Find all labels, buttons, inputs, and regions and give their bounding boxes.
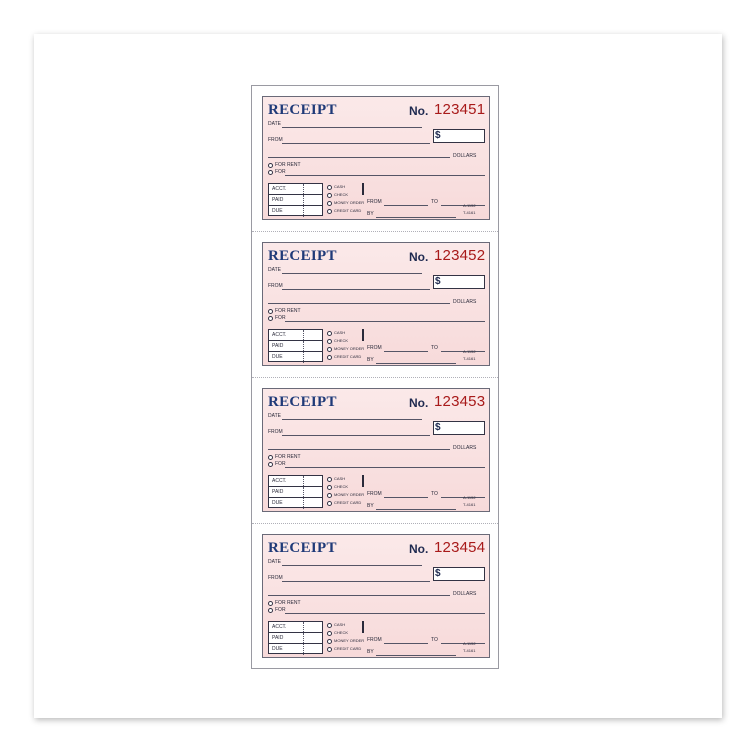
from-label: FROM bbox=[268, 429, 283, 435]
check-radio bbox=[327, 485, 332, 490]
receipt-number-label: No. bbox=[409, 104, 429, 118]
money-order-radio bbox=[327, 347, 332, 352]
receipt-book-sheet bbox=[251, 85, 499, 669]
account-row-due bbox=[269, 352, 322, 363]
dollar-sign: $ bbox=[435, 422, 441, 433]
account-row-label: ACCT. bbox=[272, 478, 287, 484]
payment-method-money-order: MONEY ORDER bbox=[334, 492, 365, 497]
perforation-line bbox=[252, 231, 498, 232]
for-radio bbox=[268, 462, 273, 467]
divider-bar bbox=[362, 621, 364, 633]
form-code: T-4161 bbox=[463, 356, 476, 361]
payment-method-cash: CASH bbox=[334, 330, 346, 335]
account-row-label: PAID bbox=[272, 635, 284, 641]
from-label: FROM bbox=[268, 575, 283, 581]
date-label: DATE bbox=[268, 413, 281, 419]
account-row-acct bbox=[269, 330, 322, 341]
account-row-label: ACCT. bbox=[272, 186, 287, 192]
dollars-label: DOLLARS bbox=[453, 445, 477, 451]
receipt-title: RECEIPT bbox=[268, 102, 337, 118]
account-row-acct bbox=[269, 184, 322, 195]
dollar-sign: $ bbox=[435, 568, 441, 579]
for-line bbox=[285, 613, 485, 614]
for-label: FOR bbox=[275, 169, 286, 175]
amount-box bbox=[433, 421, 485, 435]
from-line bbox=[282, 435, 430, 436]
receipt-title: RECEIPT bbox=[268, 540, 337, 556]
divider-bar bbox=[362, 183, 364, 195]
account-row-label: ACCT. bbox=[272, 624, 287, 630]
payment-method-money-order: MONEY ORDER bbox=[334, 200, 365, 205]
cents-divider bbox=[303, 498, 304, 509]
cash-radio bbox=[327, 477, 332, 482]
account-row-label: DUE bbox=[272, 354, 283, 360]
receipt-number: 123452 bbox=[434, 247, 486, 264]
from-line bbox=[282, 581, 430, 582]
cents-divider bbox=[303, 195, 304, 205]
for-radio bbox=[268, 608, 273, 613]
payment-method-credit-card: CREDIT CARD bbox=[334, 646, 362, 651]
account-row-acct bbox=[269, 622, 322, 633]
cash-radio bbox=[327, 331, 332, 336]
receipt-number-label: No. bbox=[409, 542, 429, 556]
account-table bbox=[268, 621, 323, 654]
account-row-paid bbox=[269, 487, 322, 498]
payment-method-check: CHECK bbox=[334, 484, 349, 489]
by-label: BY bbox=[367, 211, 374, 217]
for-rent-radio bbox=[268, 455, 273, 460]
dollars-line bbox=[268, 157, 450, 158]
form-code: T-4161 bbox=[463, 502, 476, 507]
cents-divider bbox=[303, 622, 304, 632]
cents-divider bbox=[303, 184, 304, 194]
perforation-line bbox=[252, 377, 498, 378]
for-rent-label: FOR RENT bbox=[275, 308, 301, 314]
from-label: FROM bbox=[268, 283, 283, 289]
account-row-label: ACCT. bbox=[272, 332, 287, 338]
receipt-number-label: No. bbox=[409, 396, 429, 410]
period-from-label: FROM bbox=[367, 491, 382, 497]
account-row-label: DUE bbox=[272, 500, 283, 506]
divider-bar bbox=[362, 475, 364, 487]
cash-radio bbox=[327, 623, 332, 628]
payment-method-check: CHECK bbox=[334, 630, 349, 635]
credit-card-radio bbox=[327, 647, 332, 652]
by-line bbox=[376, 655, 456, 656]
form-code: A-1152 bbox=[463, 495, 476, 500]
payment-method-credit-card: CREDIT CARD bbox=[334, 208, 362, 213]
cents-divider bbox=[303, 633, 304, 643]
period-to-label: TO bbox=[431, 637, 438, 643]
cash-radio bbox=[327, 185, 332, 190]
for-label: FOR bbox=[275, 461, 286, 467]
dollar-sign: $ bbox=[435, 130, 441, 141]
payment-method-cash: CASH bbox=[334, 476, 346, 481]
account-row-acct bbox=[269, 476, 322, 487]
payment-method-cash: CASH bbox=[334, 184, 346, 189]
date-label: DATE bbox=[268, 121, 281, 127]
cents-divider bbox=[303, 476, 304, 486]
receipt-number: 123451 bbox=[434, 101, 486, 118]
date-line bbox=[282, 127, 422, 128]
credit-card-radio bbox=[327, 209, 332, 214]
account-row-paid bbox=[269, 341, 322, 352]
form-code: A-1152 bbox=[463, 203, 476, 208]
cents-divider bbox=[303, 352, 304, 363]
form-code: A-1152 bbox=[463, 349, 476, 354]
payment-method-credit-card: CREDIT CARD bbox=[334, 500, 362, 505]
for-rent-label: FOR RENT bbox=[275, 600, 301, 606]
check-radio bbox=[327, 193, 332, 198]
payment-method-money-order: MONEY ORDER bbox=[334, 638, 365, 643]
by-line bbox=[376, 217, 456, 218]
receipt-title: RECEIPT bbox=[268, 248, 337, 264]
dollars-line bbox=[268, 303, 450, 304]
receipt-number-label: No. bbox=[409, 250, 429, 264]
period-from-label: FROM bbox=[367, 345, 382, 351]
check-radio bbox=[327, 631, 332, 636]
cents-divider bbox=[303, 644, 304, 655]
form-code: T-4161 bbox=[463, 648, 476, 653]
cents-divider bbox=[303, 330, 304, 340]
for-rent-label: FOR RENT bbox=[275, 454, 301, 460]
date-line bbox=[282, 419, 422, 420]
amount-box bbox=[433, 567, 485, 581]
for-label: FOR bbox=[275, 315, 286, 321]
form-code: T-4161 bbox=[463, 210, 476, 215]
date-label: DATE bbox=[268, 559, 281, 565]
account-row-paid bbox=[269, 633, 322, 644]
account-row-due bbox=[269, 206, 322, 217]
money-order-radio bbox=[327, 639, 332, 644]
form-code: A-1152 bbox=[463, 641, 476, 646]
money-order-radio bbox=[327, 201, 332, 206]
credit-card-radio bbox=[327, 501, 332, 506]
amount-box bbox=[433, 129, 485, 143]
period-from-line bbox=[384, 205, 428, 206]
by-line bbox=[376, 363, 456, 364]
dollars-line bbox=[268, 449, 450, 450]
payment-method-credit-card: CREDIT CARD bbox=[334, 354, 362, 359]
dollars-label: DOLLARS bbox=[453, 299, 477, 305]
for-line bbox=[285, 321, 485, 322]
by-label: BY bbox=[367, 357, 374, 363]
cents-divider bbox=[303, 206, 304, 217]
receipt-form-2 bbox=[262, 242, 490, 366]
cents-divider bbox=[303, 487, 304, 497]
divider-bar bbox=[362, 329, 364, 341]
amount-box bbox=[433, 275, 485, 289]
account-row-paid bbox=[269, 195, 322, 206]
payment-method-money-order: MONEY ORDER bbox=[334, 346, 365, 351]
credit-card-radio bbox=[327, 355, 332, 360]
for-rent-radio bbox=[268, 163, 273, 168]
by-label: BY bbox=[367, 649, 374, 655]
period-to-label: TO bbox=[431, 345, 438, 351]
period-from-line bbox=[384, 643, 428, 644]
payment-method-check: CHECK bbox=[334, 338, 349, 343]
for-rent-radio bbox=[268, 309, 273, 314]
date-line bbox=[282, 565, 422, 566]
period-from-label: FROM bbox=[367, 637, 382, 643]
dollars-line bbox=[268, 595, 450, 596]
for-radio bbox=[268, 170, 273, 175]
from-line bbox=[282, 143, 430, 144]
account-row-label: PAID bbox=[272, 197, 284, 203]
dollars-label: DOLLARS bbox=[453, 153, 477, 159]
perforation-line bbox=[252, 523, 498, 524]
receipt-form-1 bbox=[262, 96, 490, 220]
receipt-number: 123453 bbox=[434, 393, 486, 410]
for-line bbox=[285, 175, 485, 176]
payment-method-check: CHECK bbox=[334, 192, 349, 197]
cents-divider bbox=[303, 341, 304, 351]
for-line bbox=[285, 467, 485, 468]
period-to-label: TO bbox=[431, 199, 438, 205]
account-table bbox=[268, 183, 323, 216]
dollars-label: DOLLARS bbox=[453, 591, 477, 597]
period-to-label: TO bbox=[431, 491, 438, 497]
date-label: DATE bbox=[268, 267, 281, 273]
account-row-label: DUE bbox=[272, 208, 283, 214]
period-from-line bbox=[384, 351, 428, 352]
receipt-title: RECEIPT bbox=[268, 394, 337, 410]
receipt-number: 123454 bbox=[434, 539, 486, 556]
period-from-line bbox=[384, 497, 428, 498]
period-from-label: FROM bbox=[367, 199, 382, 205]
account-row-due bbox=[269, 644, 322, 655]
by-label: BY bbox=[367, 503, 374, 509]
money-order-radio bbox=[327, 493, 332, 498]
account-row-label: PAID bbox=[272, 489, 284, 495]
date-line bbox=[282, 273, 422, 274]
from-line bbox=[282, 289, 430, 290]
receipt-form-4 bbox=[262, 534, 490, 658]
account-row-label: PAID bbox=[272, 343, 284, 349]
account-table bbox=[268, 329, 323, 362]
receipt-form-3 bbox=[262, 388, 490, 512]
for-label: FOR bbox=[275, 607, 286, 613]
account-row-due bbox=[269, 498, 322, 509]
from-label: FROM bbox=[268, 137, 283, 143]
payment-method-cash: CASH bbox=[334, 622, 346, 627]
for-rent-label: FOR RENT bbox=[275, 162, 301, 168]
account-table bbox=[268, 475, 323, 508]
for-rent-radio bbox=[268, 601, 273, 606]
check-radio bbox=[327, 339, 332, 344]
for-radio bbox=[268, 316, 273, 321]
account-row-label: DUE bbox=[272, 646, 283, 652]
by-line bbox=[376, 509, 456, 510]
dollar-sign: $ bbox=[435, 276, 441, 287]
